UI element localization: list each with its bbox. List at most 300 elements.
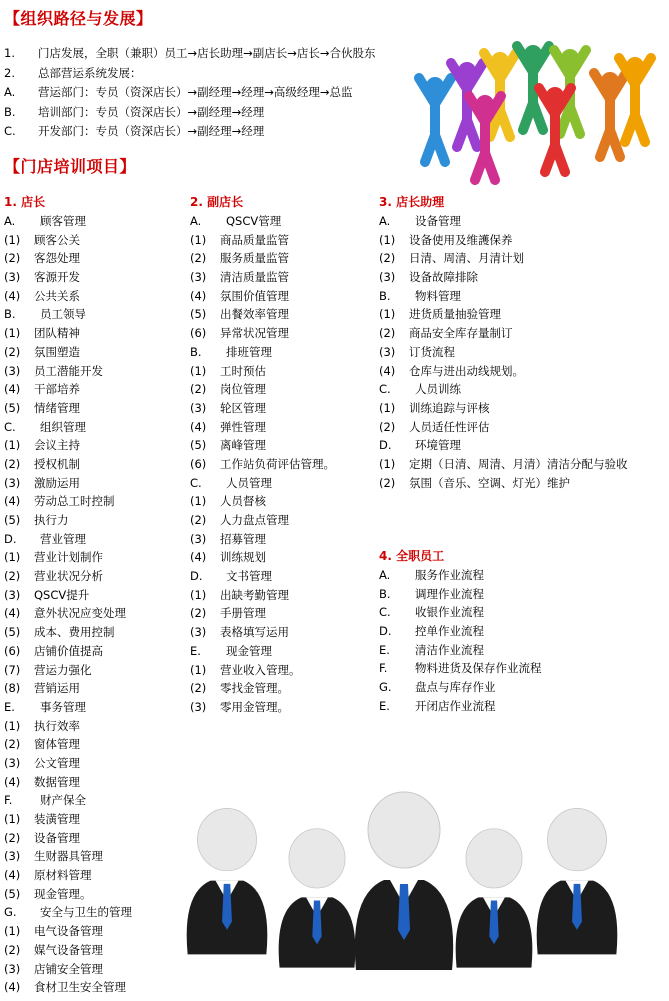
training-item (4, 380, 189, 399)
item-text: 劳动总工时控制 (34, 494, 115, 509)
group-marker: E. (4, 699, 15, 714)
item-text: 商品安全库存量制订 (409, 326, 513, 341)
training-item (190, 436, 375, 455)
training-item (190, 661, 375, 680)
item-number: (1) (4, 326, 21, 341)
group-marker: B. (4, 307, 16, 322)
training-item (379, 231, 669, 250)
item-text: 定期（日清、周清、月清）清洁分配与验收 (409, 456, 628, 471)
item-text: 原材料管理 (34, 868, 92, 883)
group-label: 组织管理 (40, 419, 86, 434)
training-item (190, 287, 375, 306)
item-text: 公共关系 (34, 288, 80, 303)
training-item (190, 249, 375, 268)
team-celebration-image (405, 40, 663, 185)
group-label: 设备管理 (415, 214, 461, 228)
item-number: (3) (379, 270, 396, 285)
training-item (4, 866, 189, 885)
stick-figure (419, 77, 451, 162)
item-text: 客怨处理 (34, 251, 80, 266)
item-text: 服务质量监管 (220, 251, 289, 266)
item-text: 出缺考勤管理 (220, 587, 289, 602)
item-text: 执行效率 (34, 718, 80, 733)
item-text: 执行力 (34, 513, 69, 527)
training-item (4, 847, 189, 866)
training-item (190, 380, 375, 399)
item-number: (4) (379, 363, 396, 378)
item-number: (3) (190, 531, 207, 546)
item-text: 电气设备管理 (34, 924, 103, 939)
group-heading (190, 212, 375, 231)
item-number: (2) (379, 419, 396, 434)
training-item (4, 810, 189, 829)
staff-item (379, 622, 669, 641)
training-item (4, 829, 189, 848)
training-item (4, 623, 189, 642)
group-label: 顾客管理 (40, 214, 86, 228)
training-item (4, 231, 189, 250)
column-deputy-manager (190, 193, 375, 717)
item-number: (1) (4, 812, 21, 826)
training-item (4, 492, 189, 511)
item-number: (4) (190, 550, 207, 565)
item-number: (3) (4, 961, 21, 976)
item-text: 人员督核 (220, 494, 266, 509)
item-text: 会议主持 (34, 438, 80, 453)
group-heading (190, 343, 375, 362)
item-marker: 1. (4, 46, 15, 60)
item-number: (1) (190, 587, 207, 602)
group-label: 人员训练 (415, 382, 461, 397)
group-heading (190, 567, 375, 586)
item-number: (3) (4, 475, 21, 490)
item-text: 成本、费用控制 (34, 625, 115, 640)
item-number: (5) (190, 307, 207, 322)
item-text: 设备管理 (34, 830, 80, 845)
career-path-list (0, 44, 420, 142)
group-marker: F. (4, 793, 13, 808)
business-figure (355, 792, 453, 970)
item-marker: C. (4, 124, 16, 138)
group-heading (4, 903, 189, 922)
training-item (190, 324, 375, 343)
item-number: (1) (4, 438, 21, 453)
item-number: (3) (190, 699, 207, 714)
item-marker: A. (379, 568, 391, 582)
business-figure (279, 829, 356, 968)
training-item (4, 735, 189, 754)
item-number: (6) (190, 326, 207, 341)
training-item (379, 249, 669, 268)
item-text: 客源开发 (34, 270, 80, 285)
item-number: (4) (4, 288, 21, 303)
business-figure (187, 808, 268, 954)
item-text: 公文管理 (34, 755, 80, 770)
group-label: 员工领导 (40, 307, 86, 322)
stick-figure (619, 57, 651, 142)
item-number: (1) (379, 400, 396, 415)
training-item (4, 287, 189, 306)
item-text: 现金管理。 (34, 886, 92, 901)
training-item (379, 343, 669, 362)
item-text: 营运部门：专员（资深店长）→副经理→经理→高级经理→总监 (38, 85, 353, 99)
item-text: 激励运用 (34, 475, 80, 490)
career-path-item (0, 44, 420, 64)
item-text: 商品质量监管 (220, 232, 289, 247)
group-marker: G. (4, 905, 17, 920)
item-number: (4) (4, 382, 21, 397)
item-number: (3) (4, 849, 21, 864)
item-text: 意外状况应变处理 (34, 606, 126, 621)
training-item (379, 305, 669, 324)
column-assistant-manager (379, 193, 669, 492)
training-item (379, 399, 669, 418)
group-label: 物料管理 (415, 288, 461, 303)
training-item (4, 567, 189, 586)
item-text: 服务作业流程 (415, 568, 484, 582)
item-text: 氛围（音乐、空调、灯光）维护 (409, 475, 570, 490)
training-item (4, 586, 189, 605)
group-marker: A. (4, 214, 16, 228)
item-text: 店铺价值提高 (34, 643, 103, 658)
item-number: (4) (4, 494, 21, 509)
item-text: 工作站负荷评估管理。 (220, 456, 335, 471)
item-marker: C. (379, 605, 391, 620)
item-text: 营业状况分析 (34, 569, 103, 584)
training-item (190, 623, 375, 642)
group-label: 营业管理 (40, 531, 86, 546)
item-text: 清洁质量监管 (220, 270, 289, 285)
training-item (4, 343, 189, 362)
item-text: 招募管理 (220, 531, 266, 546)
training-item (190, 586, 375, 605)
training-item (4, 941, 189, 960)
item-text: 营业收入管理。 (220, 662, 301, 677)
item-number: (1) (190, 494, 207, 509)
training-item (4, 754, 189, 773)
section-title-organization: 【组织路径与发展】 (4, 9, 153, 28)
item-number: (1) (379, 232, 396, 247)
column-title: 1. 店长 (4, 195, 46, 209)
item-number: (3) (4, 587, 21, 602)
item-text: 日清、周清、月清计划 (409, 251, 524, 266)
training-item (379, 324, 669, 343)
item-marker: E. (379, 642, 390, 657)
column-title: 2. 副店长 (190, 195, 244, 209)
group-heading (190, 642, 375, 661)
group-label: 财产保全 (40, 793, 86, 808)
item-text: 清洁作业流程 (415, 642, 484, 657)
training-item (4, 399, 189, 418)
staff-item (379, 678, 669, 697)
group-marker: C. (4, 419, 16, 434)
item-marker: B. (379, 586, 391, 601)
training-item (379, 455, 669, 474)
group-marker: A. (379, 214, 391, 228)
business-figure (537, 808, 618, 954)
item-number: (4) (4, 868, 21, 883)
item-number: (2) (190, 382, 207, 397)
training-item (190, 362, 375, 381)
item-text: 干部培养 (34, 382, 80, 397)
training-item (379, 418, 669, 437)
item-marker: E. (379, 698, 390, 713)
career-path-item (0, 83, 420, 103)
group-marker: D. (379, 438, 392, 453)
item-text: 门店发展，全职（兼职）员工→店长助理→副店长→店长→合伙股东 (38, 46, 376, 60)
item-text: 营销运用 (34, 681, 80, 696)
group-label: 事务管理 (40, 699, 86, 714)
item-number: (2) (4, 830, 21, 845)
group-heading (379, 287, 669, 306)
item-text: 店铺安全管理 (34, 961, 103, 976)
item-number: (3) (190, 270, 207, 285)
item-marker: G. (379, 680, 392, 695)
item-text: 物料进货及保存作业流程 (415, 661, 542, 676)
item-number: (6) (4, 643, 21, 658)
item-number: (8) (4, 681, 21, 696)
business-figures-image (172, 775, 642, 975)
item-text: 情绪管理 (34, 400, 80, 415)
item-text: 人员适任性评估 (409, 419, 490, 434)
item-number: (2) (4, 942, 21, 957)
group-label: 排班管理 (226, 344, 272, 359)
training-item (379, 474, 669, 493)
group-heading (379, 212, 669, 231)
training-item (4, 960, 189, 979)
item-text: 团队精神 (34, 326, 80, 341)
item-number: (2) (190, 606, 207, 621)
training-item (4, 661, 189, 680)
item-marker: A. (4, 85, 16, 99)
training-item (190, 679, 375, 698)
item-number: (5) (4, 625, 21, 640)
group-label: 现金管理 (226, 643, 272, 658)
item-number: (1) (379, 456, 396, 471)
training-item (190, 604, 375, 623)
item-text: 授权机制 (34, 456, 80, 471)
group-marker: C. (379, 382, 391, 397)
group-label: 文书管理 (226, 569, 272, 584)
item-number: (1) (4, 718, 21, 733)
staff-item (379, 566, 669, 585)
item-text: 人力盘点管理 (220, 513, 289, 527)
item-number: (1) (4, 232, 21, 247)
group-label: QSCV管理 (226, 214, 282, 228)
training-item (190, 418, 375, 437)
training-item (190, 455, 375, 474)
training-item (4, 978, 189, 997)
training-item (4, 324, 189, 343)
training-item (379, 362, 669, 381)
staff-item (379, 659, 669, 678)
training-item (190, 268, 375, 287)
item-text: 进货质量抽验管理 (409, 307, 501, 322)
item-text: 顾客公关 (34, 232, 80, 247)
item-text: 训练规划 (220, 550, 266, 565)
section-title-training: 【门店培训项目】 (4, 157, 137, 176)
item-text: 控单作业流程 (415, 624, 484, 639)
item-number: (5) (190, 438, 207, 453)
item-number: (6) (190, 456, 207, 471)
training-item (4, 268, 189, 287)
item-number: (2) (379, 251, 396, 266)
training-item (4, 455, 189, 474)
item-text: 调理作业流程 (415, 586, 484, 601)
training-item (4, 362, 189, 381)
column-store-manager (4, 193, 189, 997)
training-item (4, 922, 189, 941)
group-marker: D. (4, 531, 17, 546)
career-path-item (0, 103, 420, 123)
item-text: 仓库与进出动线规划。 (409, 363, 524, 378)
item-text: 数据管理 (34, 774, 80, 789)
item-number: (3) (190, 625, 207, 640)
item-text: 零用金管理。 (220, 699, 289, 714)
item-text: 开发部门：专员（资深店长）→副经理→经理 (38, 124, 265, 138)
training-item (190, 492, 375, 511)
item-text: 总部营运系统发展： (38, 65, 142, 80)
training-item (4, 885, 189, 904)
training-item (4, 604, 189, 623)
training-item (4, 717, 189, 736)
group-heading (4, 791, 189, 810)
item-number: (3) (190, 400, 207, 415)
item-number: (2) (4, 569, 21, 584)
training-item (379, 268, 669, 287)
group-heading (4, 530, 189, 549)
staff-item (379, 585, 669, 604)
training-item (4, 474, 189, 493)
training-item (4, 249, 189, 268)
item-number: (3) (4, 755, 21, 770)
group-marker: D. (190, 569, 203, 584)
career-path-item (0, 64, 420, 84)
item-number: (2) (4, 344, 21, 359)
item-text: 媒气设备管理 (34, 942, 103, 957)
group-heading (4, 418, 189, 437)
business-figure (456, 829, 533, 968)
item-number: (2) (4, 737, 21, 752)
item-text: 订货流程 (409, 344, 455, 359)
item-number: (3) (4, 270, 21, 285)
column-full-time-staff (379, 547, 669, 716)
group-heading (4, 305, 189, 324)
item-text: 培训部门：专员（资深店长）→副经理→经理 (38, 104, 265, 119)
item-number: (5) (4, 886, 21, 901)
item-number: (1) (4, 550, 21, 565)
item-text: 食材卫生安全管理 (34, 980, 126, 995)
item-text: 营业计划制作 (34, 550, 103, 565)
career-path-item (0, 122, 420, 142)
training-item (4, 548, 189, 567)
item-number: (5) (4, 400, 21, 415)
training-item (190, 530, 375, 549)
training-item (4, 511, 189, 530)
item-marker: 2. (4, 65, 15, 80)
item-number: (1) (190, 363, 207, 378)
item-number: (4) (4, 606, 21, 621)
item-number: (1) (190, 662, 207, 677)
training-item (4, 773, 189, 792)
item-marker: D. (379, 624, 392, 639)
item-text: 窗体管理 (34, 737, 80, 752)
item-text: 设备使用及维護保养 (409, 232, 513, 247)
item-number: (4) (4, 774, 21, 789)
training-item (190, 548, 375, 567)
group-marker: B. (190, 344, 202, 359)
group-label: 环境管理 (415, 438, 461, 453)
item-text: 出餐效率管理 (220, 307, 289, 322)
item-text: 装潢管理 (34, 812, 80, 826)
group-heading (379, 436, 669, 455)
group-marker: A. (190, 214, 202, 228)
column-title: 3. 店长助理 (379, 195, 445, 209)
item-text: 员工潜能开发 (34, 363, 103, 378)
group-marker: C. (190, 475, 202, 490)
item-number: (2) (190, 681, 207, 696)
item-number: (2) (190, 513, 207, 527)
group-heading (4, 212, 189, 231)
training-item (4, 642, 189, 661)
item-number: (2) (4, 456, 21, 471)
item-number: (4) (190, 288, 207, 303)
item-text: 异常状况管理 (220, 326, 289, 341)
item-number: (7) (4, 662, 21, 677)
item-text: 氛围价值管理 (220, 288, 289, 303)
item-number: (2) (379, 475, 396, 490)
item-number: (4) (4, 980, 21, 995)
item-number: (3) (4, 363, 21, 378)
item-text: 设备故障排除 (409, 270, 478, 285)
item-text: 表格填写运用 (220, 625, 289, 640)
training-item (4, 436, 189, 455)
item-text: 生财器具管理 (34, 849, 103, 864)
item-text: 零找金管理。 (220, 681, 289, 696)
group-heading (379, 380, 669, 399)
training-item (190, 305, 375, 324)
item-text: QSCV提升 (34, 587, 90, 602)
item-number: (2) (379, 326, 396, 341)
item-text: 岗位管理 (220, 382, 266, 397)
item-text: 轮区管理 (220, 400, 266, 415)
item-number: (2) (4, 251, 21, 266)
item-number: (1) (379, 307, 396, 322)
item-text: 手册管理 (220, 606, 266, 621)
item-text: 氛围塑造 (34, 344, 80, 359)
item-text: 营运力强化 (34, 662, 92, 677)
group-marker: B. (379, 288, 391, 303)
item-text: 离峰管理 (220, 438, 266, 453)
item-text: 收银作业流程 (415, 605, 484, 620)
group-label: 人员管理 (226, 475, 272, 490)
item-text: 盘点与库存作业 (415, 680, 496, 695)
item-number: (4) (190, 419, 207, 434)
staff-item (379, 697, 669, 716)
item-marker: B. (4, 104, 16, 119)
item-number: (3) (379, 344, 396, 359)
item-text: 工时预估 (220, 363, 266, 378)
item-text: 训练追踪与评核 (409, 400, 490, 415)
item-text: 弹性管理 (220, 419, 266, 434)
training-item (190, 399, 375, 418)
item-number: (1) (190, 232, 207, 247)
group-heading (4, 698, 189, 717)
training-item (190, 511, 375, 530)
item-number: (2) (190, 251, 207, 266)
group-heading (190, 474, 375, 493)
training-item (4, 679, 189, 698)
